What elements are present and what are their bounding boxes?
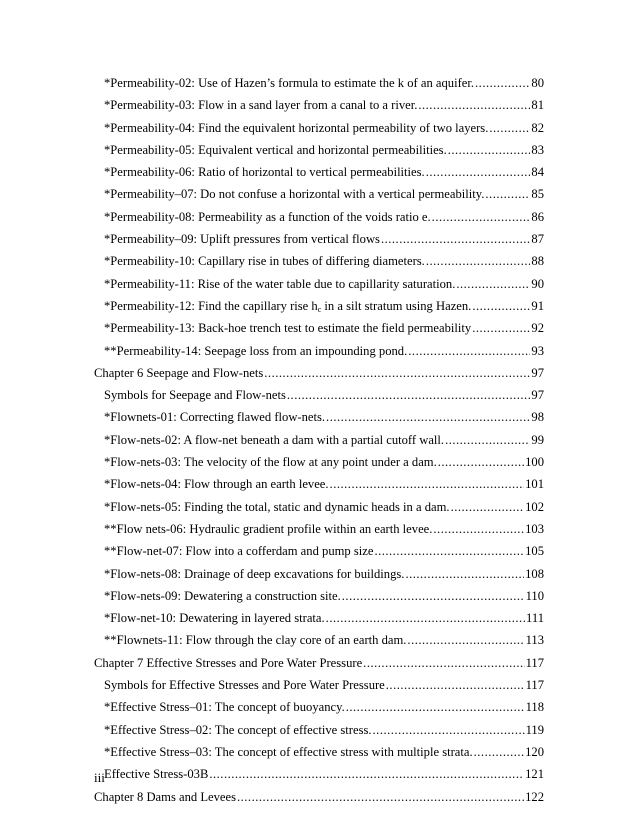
toc-entry-page-number: 84 — [531, 165, 544, 180]
toc-entry-page-number: 121 — [525, 767, 544, 782]
toc-entry-title: *Flow-nets-03: The velocity of the flow at any point under a dam. — [104, 455, 437, 470]
toc-dot-leader — [472, 317, 530, 339]
toc-dot-leader — [426, 161, 531, 183]
toc-entry-page-number: 102 — [525, 499, 544, 514]
toc-entry-title: Effective Stress-03B — [104, 767, 209, 782]
toc-section-entry[interactable] — [94, 696, 544, 718]
toc-entry-title: Chapter 7 Effective Stresses and Pore Water Pressure — [94, 655, 363, 670]
toc-entry-title: *Effective Stress–02: The concept of effective stress. — [104, 722, 372, 737]
toc-section-entry[interactable] — [94, 250, 544, 272]
toc-entry-title — [104, 295, 471, 317]
toc-section-entry[interactable] — [94, 206, 544, 228]
toc-dot-leader — [373, 719, 525, 741]
toc-section-entry[interactable] — [94, 719, 544, 741]
toc-entry-title: **Flow nets-06: Hydraulic gradient profile within an earth levee. — [104, 521, 433, 536]
toc-entry-title: *Permeability-11: Rise of the water table due to capillarity saturation. — [104, 276, 456, 291]
toc-section-entry[interactable] — [94, 563, 544, 585]
toc-dot-leader — [374, 540, 524, 562]
toc-entry-title: *Permeability–09: Uplift pressures from vertical flows — [104, 232, 380, 247]
toc-dot-leader — [433, 518, 524, 540]
toc-section-entry[interactable] — [94, 273, 544, 295]
toc-entry-title: Chapter 8 Dams and Levees — [94, 789, 236, 804]
toc-dot-leader — [456, 273, 530, 295]
toc-entry-title: *Permeability-05: Equivalent vertical and horizontal permeabilities. — [104, 142, 447, 157]
toc-section-entry[interactable] — [94, 72, 544, 94]
toc-dot-leader — [475, 72, 530, 94]
toc-entry-title: *Effective Stress–01: The concept of buoyancy. — [104, 700, 345, 715]
toc-section-entry[interactable] — [94, 518, 544, 540]
toc-section-entry[interactable] — [94, 384, 544, 406]
toc-section-entry[interactable] — [94, 674, 544, 696]
toc-entry-title: Symbols for Seepage and Flow-nets — [104, 388, 286, 403]
toc-section-entry[interactable] — [94, 451, 544, 473]
toc-dot-leader — [451, 496, 525, 518]
toc-dot-leader — [386, 674, 525, 696]
toc-entry-title: Chapter 6 Seepage and Flow-nets — [94, 365, 264, 380]
toc-entry-page-number: 105 — [525, 544, 544, 559]
toc-dot-leader — [432, 206, 531, 228]
toc-entry-page-number: 120 — [525, 744, 544, 759]
toc-entry-title: *Flownets-01: Correcting flawed flow-nets. — [104, 410, 326, 425]
toc-entry-title: *Flow-nets-02: A flow-net beneath a dam with a partial cutoff wall. — [104, 432, 445, 447]
toc-dot-leader — [485, 183, 530, 205]
toc-entry-title: *Flow-nets-08: Drainage of deep excavations for buildings. — [104, 566, 405, 581]
toc-entry-title-part: in a silt stratum using Hazen. — [321, 298, 472, 313]
toc-entry-title: *Permeability-13: Back-hoe trench test to estimate the field permeability — [104, 321, 472, 336]
toc-entry-page-number: 86 — [531, 209, 544, 224]
toc-entry-title: *Permeability-10: Capillary rise in tubes of differing diameters. — [104, 254, 425, 269]
toc-dot-leader — [407, 629, 524, 651]
toc-entry-page-number: 82 — [531, 120, 544, 135]
toc-entry-title: **Flownets-11: Flow through the clay core of an earth dam. — [104, 633, 407, 648]
toc-entry-title: *Permeability-08: Permeability as a function of the voids ratio e. — [104, 209, 431, 224]
toc-chapter-entry[interactable] — [94, 362, 544, 384]
toc-entry-page-number: 111 — [526, 611, 544, 626]
toc-entry-page-number: 118 — [525, 700, 544, 715]
toc-section-entry[interactable] — [94, 473, 544, 495]
toc-dot-leader — [326, 406, 530, 428]
toc-dot-leader — [326, 607, 525, 629]
toc-dot-leader — [438, 451, 524, 473]
toc-dot-leader — [209, 763, 524, 785]
toc-dot-leader — [426, 250, 531, 272]
toc-entry-title: **Flow-net-07: Flow into a cofferdam and pump size — [104, 544, 374, 559]
toc-dot-leader — [346, 696, 525, 718]
toc-dot-leader — [330, 473, 525, 495]
toc-dot-leader — [474, 741, 524, 763]
toc-chapter-entry[interactable] — [94, 652, 544, 674]
toc-entry-page-number: 122 — [525, 789, 544, 804]
toc-entry-page-number: 91 — [531, 298, 544, 313]
toc-entry-page-number: 93 — [531, 343, 544, 358]
toc-entry-page-number: 81 — [531, 98, 544, 113]
toc-entry-title: *Flow-nets-09: Dewatering a construction site. — [104, 588, 341, 603]
toc-section-entry[interactable] — [94, 183, 544, 205]
toc-section-entry[interactable] — [94, 228, 544, 250]
toc-dot-leader — [408, 340, 530, 362]
toc-section-entry[interactable] — [94, 429, 544, 451]
toc-dot-leader — [418, 94, 530, 116]
toc-entry-page-number: 90 — [531, 276, 544, 291]
toc-entry-title: *Permeability-04: Find the equivalent horizontal permeability of two layers. — [104, 120, 489, 135]
toc-entry-page-number: 98 — [531, 410, 544, 425]
toc-entry-title: Symbols for Effective Stresses and Pore Water Pressure — [104, 678, 385, 693]
toc-section-entry[interactable] — [94, 540, 544, 562]
toc-entry-page-number: 113 — [525, 633, 544, 648]
toc-entry-page-number: 110 — [525, 588, 544, 603]
toc-dot-leader — [363, 652, 524, 674]
toc-section-entry[interactable] — [94, 117, 544, 139]
toc-entry-page-number: 117 — [525, 678, 544, 693]
toc-entry-page-number: 108 — [525, 566, 544, 581]
toc-entry-page-number: 80 — [531, 76, 544, 90]
toc-entry-title: *Flow-nets-05: Finding the total, static and dynamic heads in a dam. — [104, 499, 450, 514]
toc-dot-leader — [287, 384, 531, 406]
toc-entry-title-part: *Permeability-12: Find the capillary rise h — [104, 298, 318, 313]
toc-entry-page-number: 87 — [531, 232, 544, 247]
toc-entry-page-number: 119 — [525, 722, 544, 737]
toc-section-entry[interactable] — [94, 629, 544, 651]
toc-section-entry[interactable] — [94, 94, 544, 116]
toc-entry-title: *Permeability-03: Flow in a sand layer from a canal to a river. — [104, 98, 418, 113]
toc-entry-title: *Effective Stress–03: The concept of effective stress with multiple strata. — [104, 744, 473, 759]
toc-entry-title: **Permeability-14: Seepage loss from an impounding pond. — [104, 343, 408, 358]
toc-section-entry[interactable] — [94, 406, 544, 428]
toc-entry-title: *Permeability-02: Use of Hazen’s formula to estimate the k of an aquifer. — [104, 76, 475, 90]
toc-dot-leader — [264, 362, 530, 384]
toc-entry-page-number: 117 — [525, 655, 544, 670]
toc-entry-title: *Permeability-06: Ratio of horizontal to vertical permeabilities. — [104, 165, 425, 180]
table-of-contents — [94, 72, 544, 808]
toc-dot-leader — [489, 117, 530, 139]
toc-dot-leader — [448, 139, 531, 161]
toc-entry-title: *Flow-nets-04: Flow through an earth levee. — [104, 477, 329, 492]
toc-entry-page-number: 83 — [531, 142, 544, 157]
toc-entry-title-subscript: c — [317, 304, 322, 314]
toc-entry-page-number: 97 — [531, 365, 544, 380]
toc-dot-leader — [342, 585, 525, 607]
toc-section-entry[interactable] — [94, 161, 544, 183]
toc-dot-leader — [237, 786, 524, 808]
toc-chapter-entry[interactable] — [94, 786, 544, 808]
toc-section-entry[interactable] — [94, 607, 544, 629]
toc-entry-page-number: 103 — [525, 521, 544, 536]
toc-entry-page-number: 97 — [531, 388, 544, 403]
toc-section-entry[interactable] — [94, 317, 544, 339]
toc-section-entry[interactable] — [94, 496, 544, 518]
toc-entry-title: *Flow-net-10: Dewatering in layered strata. — [104, 611, 325, 626]
toc-section-entry[interactable] — [94, 741, 544, 763]
toc-section-entry[interactable] — [94, 340, 544, 362]
toc-entry-page-number: 85 — [531, 187, 544, 202]
toc-section-entry[interactable] — [94, 295, 544, 317]
page-number-folio: iii — [94, 770, 105, 785]
toc-dot-leader — [472, 295, 530, 317]
toc-dot-leader — [381, 228, 530, 250]
toc-entry-title: *Permeability–07: Do not confuse a horizontal with a vertical permeability. — [104, 187, 485, 202]
toc-section-entry[interactable] — [94, 763, 544, 785]
toc-section-entry[interactable] — [94, 585, 544, 607]
toc-entry-page-number: 99 — [531, 432, 544, 447]
toc-entry-page-number: 101 — [525, 477, 544, 492]
toc-dot-leader — [405, 563, 524, 585]
toc-section-entry[interactable] — [94, 139, 544, 161]
toc-entry-page-number: 88 — [531, 254, 544, 269]
toc-dot-leader — [445, 429, 530, 451]
toc-entry-page-number: 100 — [525, 455, 544, 470]
toc-entry-page-number: 92 — [531, 321, 544, 336]
